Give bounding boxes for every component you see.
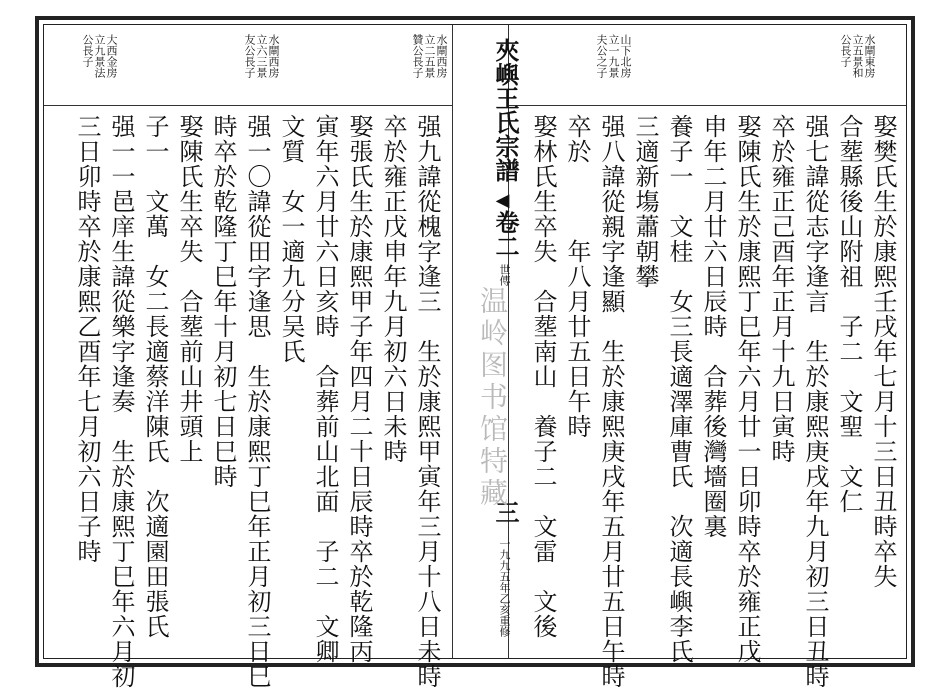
header-line: 立九景法 (93, 34, 106, 78)
volume-marker-icon: ◀ (492, 190, 513, 211)
header-line: 立一九景 (607, 34, 620, 78)
library-stamp: 温岭图书馆特藏 (476, 286, 509, 510)
section-label: 世傳 (498, 264, 511, 286)
book-title: 夾嶼王氏宗譜 (491, 38, 520, 182)
text-column: 三日卯時卒於康熙乙酉年七月初六日子時 (73, 114, 101, 564)
text-column: 强八諱從親字逢顯 生於康熙庚戌年五月廿五日午時 (597, 114, 625, 689)
page-number: 三 (491, 500, 520, 524)
text-column: 娶張氏生於康熙甲子年四月二十日辰時卒於乾隆丙 (345, 114, 373, 664)
volume-label: 卷二 (491, 210, 520, 258)
text-column: 娶陳氏生卒失 合塟前山井頭上 (175, 114, 203, 464)
left-header-separator (44, 105, 452, 106)
header-line: 立五景和 (851, 34, 864, 78)
text-column: 卒於雍正戊申年九月初六日未時 (379, 114, 407, 464)
header-line: 公長子 (839, 34, 852, 67)
revision-note: 一九九五年乙亥重修 (498, 538, 511, 637)
right-header-separator (508, 105, 906, 106)
text-column: 娶林氏生卒失 合塟南山 養子二 文雷 文後 (529, 114, 557, 639)
text-column: 子一 文萬 女二長適蔡洋陳氏 次適園田張氏 (141, 114, 169, 639)
text-column: 强九諱從槐字逢三 生於康熙甲寅年三月十八日未時 (413, 114, 441, 689)
header-line: 友公長子 (243, 34, 256, 78)
header-line: 贊公長子 (411, 34, 424, 78)
text-column: 合塟縣後山附祖 子二 文聖 文仁 (835, 114, 863, 514)
text-column: 三適新塲蕭朝攀 (631, 114, 659, 289)
header-line: 水閘西房 (267, 34, 280, 78)
text-column: 娶陳氏生於康熙丁巳年六月廿一日卯時卒於雍正戊 (733, 114, 761, 664)
text-column: 卒於雍正己酉年正月十九日寅時 (767, 114, 795, 464)
book-page-spread (35, 16, 915, 689)
text-column: 强一〇諱從田字逢思 生於康熙丁巳年正月初三日巳 (243, 114, 271, 689)
header-line: 夫公之子 (595, 34, 608, 78)
header-line: 水閘東房 (863, 34, 876, 78)
header-line: 水閘西房 (435, 34, 448, 78)
text-column: 强七諱從志字逢言 生於康熙庚戌年九月初三日丑時 (801, 114, 829, 689)
text-column: 娶樊氏生於康熙壬戌年七月十三日丑時卒失 (869, 114, 897, 589)
header-line: 立六三景 (255, 34, 268, 78)
header-line: 大西金房 (105, 34, 118, 78)
header-line: 公長子 (81, 34, 94, 67)
header-line: 山下北房 (619, 34, 632, 78)
text-column: 時卒於乾隆丁巳年十月初七日巳時 (209, 114, 237, 489)
text-column: 養子一 文桂 女三長適澤庫曹氏 次適長嶼李氏 (665, 114, 693, 664)
text-column: 寅年六月廿六日亥時 合葬前山北面 子二 文卿 (311, 114, 339, 664)
text-column: 申年二月廿六日辰時 合葬後灣墻圈裏 (699, 114, 727, 539)
text-column: 文質 女一適九分吴氏 (277, 114, 305, 364)
header-line: 立二五景 (423, 34, 436, 78)
text-column: 卒於 年八月廿五日午時 (563, 114, 591, 439)
center-left-divider (452, 25, 453, 658)
text-column: 强一一邑庠生諱從樂字逢奏 生於康熙丁巳年六月初 (107, 114, 135, 689)
